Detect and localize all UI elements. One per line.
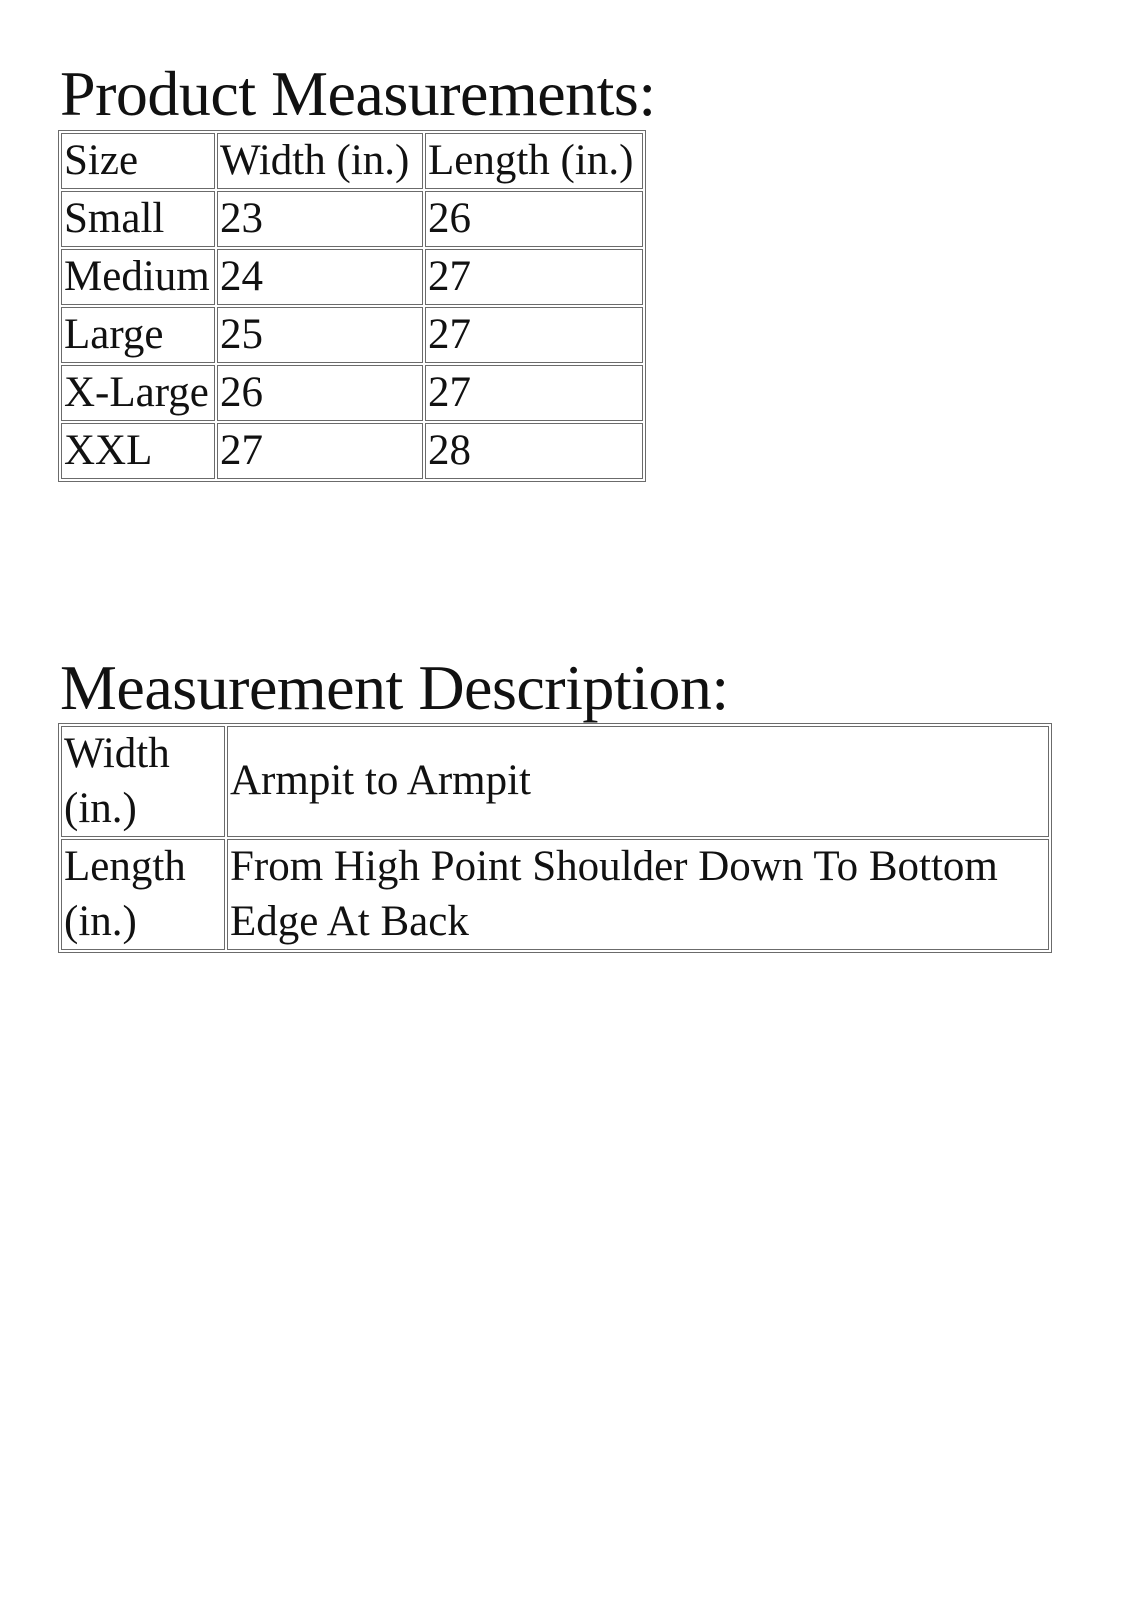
size-cell: XXL: [61, 423, 215, 479]
width-cell: 23: [217, 191, 423, 247]
table-row: [61, 839, 1049, 950]
table-row: [61, 365, 643, 421]
size-cell: Medium: [61, 249, 215, 305]
length-cell: 26: [425, 191, 643, 247]
table-row: [61, 423, 643, 479]
width-cell: 25: [217, 307, 423, 363]
width-cell: 24: [217, 249, 423, 305]
width-cell: 27: [217, 423, 423, 479]
measurement-name-cell: Length (in.): [61, 839, 225, 950]
length-cell: 28: [425, 423, 643, 479]
table-header-row: [61, 133, 643, 189]
measurement-description-cell: Armpit to Armpit: [227, 726, 1049, 837]
column-header: Size: [61, 133, 215, 189]
length-cell: 27: [425, 249, 643, 305]
table-row: [61, 307, 643, 363]
table-row: [61, 726, 1049, 837]
size-cell: X-Large: [61, 365, 215, 421]
width-cell: 26: [217, 365, 423, 421]
column-header: Length (in.): [425, 133, 643, 189]
measurement-name-cell: Width (in.): [61, 726, 225, 837]
size-cell: Small: [61, 191, 215, 247]
product-measurements-title: Product Measurements:: [60, 58, 656, 129]
length-cell: 27: [425, 307, 643, 363]
table-row: [61, 249, 643, 305]
size-chart-table: [58, 130, 646, 482]
measurement-description-cell: From High Point Shoulder Down To Bottom Edge At Back: [227, 839, 1049, 950]
length-cell: 27: [425, 365, 643, 421]
measurement-description-table: [58, 723, 1052, 953]
measurement-description-title: Measurement Description:: [60, 652, 729, 723]
size-cell: Large: [61, 307, 215, 363]
column-header: Width (in.): [217, 133, 423, 189]
table-row: [61, 191, 643, 247]
